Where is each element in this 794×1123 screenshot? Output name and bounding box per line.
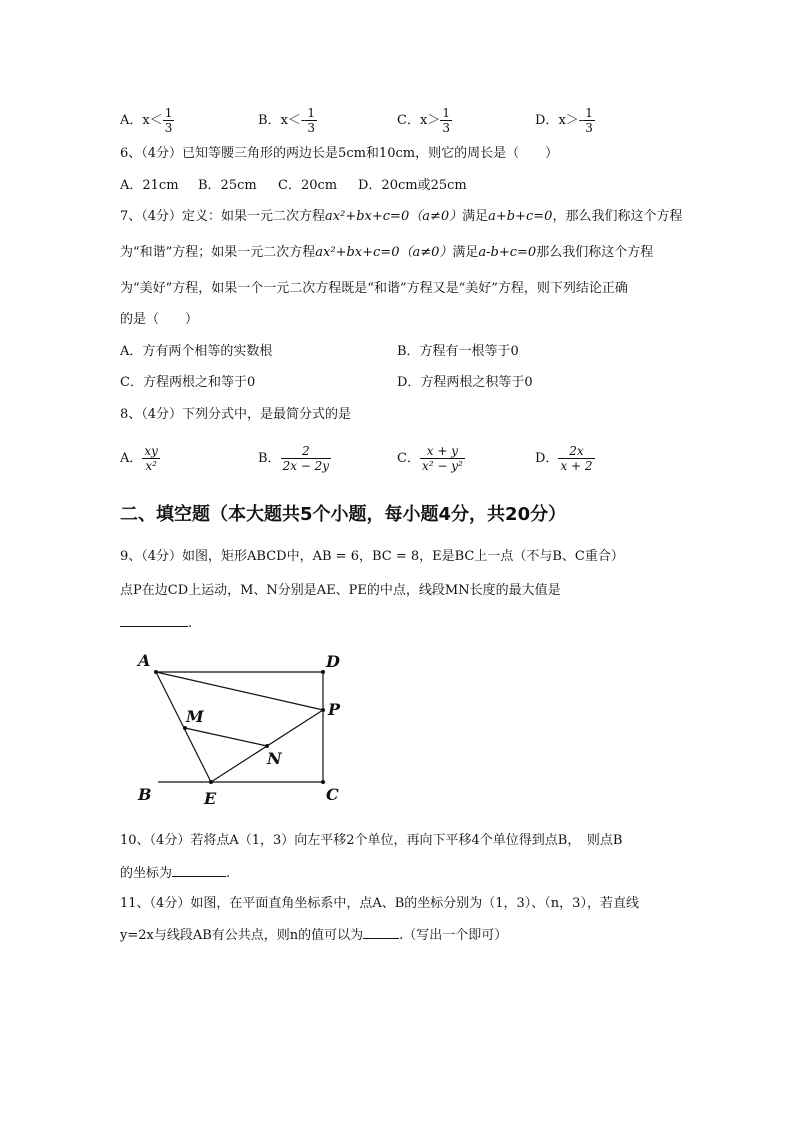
q11-line-1: 11、（4分）如图，在平面直角坐标系中，点A、B的坐标分别为（1，3）、（n，3），若直线 — [120, 896, 639, 911]
q8-stem: 8、（4分）下列分式中，是最简分式的是 — [120, 407, 352, 422]
q5-option-a: A．x＜ $\frac{1}{3}$ — [120, 106, 173, 135]
q6-option-c: C．20cm — [278, 178, 338, 193]
answer-blank[interactable] — [172, 864, 226, 877]
segment-ap — [156, 672, 323, 710]
fraction: $\frac{xy}{\text{x²}}$ — [144, 444, 158, 473]
segment-mn — [185, 728, 267, 746]
q7-line-2: 为“和谐”方程；如果一元二次方程ax²+bx+c=0（a≠0）满足a-b+c=0那么我们称这个方程 — [120, 245, 654, 260]
q9-line-1: 9、（4分）如图，矩形ABCD中，AB = 6，BC = 8，E是BC上一点（不与B、C重合） — [120, 549, 624, 564]
fraction: $\frac{x + y}{\text{x² − y²}}$ — [421, 444, 463, 473]
label-m: M — [186, 707, 204, 726]
q7-option-c: C．方程两根之和等于0 — [120, 375, 256, 390]
q8-option-a: A． $\frac{xy}{\text{x²}}$ — [120, 444, 158, 473]
q10-line-2: 的坐标为 . — [120, 866, 231, 881]
label-p: P — [328, 700, 341, 719]
fraction: $\frac{1}{3}$ — [164, 106, 173, 135]
q7-option-d: D．方程两根之积等于0 — [397, 375, 533, 390]
q5-option-b: B．x＜- $\frac{1}{3}$ — [258, 106, 315, 135]
point-d — [321, 670, 325, 674]
fraction: $\frac{2x}{x + 2}$ — [560, 444, 593, 473]
point-m — [183, 726, 187, 730]
q5-option-d: D．x＞- $\frac{1}{3}$ — [535, 106, 593, 135]
point-e — [209, 780, 213, 784]
point-p — [321, 708, 325, 712]
q6-option-b: B．25cm — [198, 178, 257, 193]
q7-option-a: A．方有两个相等的实数根 — [120, 344, 273, 359]
q9-line-2: 点P在边CD上运动，M、N分别是AE、PE的中点，线段MN长度的最大值是 — [120, 583, 561, 598]
q9-rectangle-figure — [130, 648, 360, 813]
label-d: D — [326, 652, 340, 671]
q7-option-b: B．方程有一根等于0 — [397, 344, 519, 359]
label-n: N — [267, 749, 282, 768]
q11-line-2: y=2x与线段AB有公共点，则n的值可以为 .（写出一个即可） — [120, 928, 508, 943]
q7-line-1: 7、（4分）定义：如果一元二次方程ax²+bx+c=0（a≠0）满足a+b+c=0，那么我们称这个方程 — [120, 209, 683, 224]
q8-option-b: B． $\frac{2}{2x - 2y}$ — [258, 444, 330, 473]
answer-blank[interactable] — [363, 926, 399, 939]
label-b: B — [138, 785, 152, 804]
q8-option-c: C． $\frac{x + y}{\text{x² − y²}}$ — [397, 444, 463, 473]
fraction: $\frac{1}{3}$ — [442, 106, 450, 135]
point-n — [265, 744, 269, 748]
answer-blank[interactable] — [120, 614, 188, 627]
label-a: A — [138, 651, 151, 670]
q7-line-3: 为“美好”方程，如果一个一元二次方程既是“和谐”方程又是“美好”方程，则下列结论正确 — [120, 281, 628, 296]
q7-line-4: 的是（ ） — [120, 312, 199, 327]
q5-option-c: C．x＞ $\frac{1}{3}$ — [397, 106, 450, 135]
q6-option-d: D．20cm或25cm — [358, 178, 467, 193]
label-c: C — [326, 785, 339, 804]
q8-option-d: D． $\frac{2x}{x + 2}$ — [535, 444, 593, 473]
fraction: $\frac{2}{2x - 2y}$ — [282, 444, 330, 473]
point-a — [154, 670, 158, 674]
q10-line-1: 10、（4分）若将点A（1，3）向左平移2个单位，再向下平移4个单位得到点B， 则点B — [120, 833, 623, 848]
q9-line-3: . — [120, 614, 192, 633]
q6-stem: 6、（4分）已知等腰三角形的两边长是5cm和10cm，则它的周长是（ ） — [120, 146, 559, 161]
label-e: E — [204, 789, 217, 808]
fraction: $\frac{1}{3}$ — [307, 106, 315, 135]
point-c — [321, 780, 325, 784]
fraction: $\frac{1}{3}$ — [585, 106, 593, 135]
section-2-heading: 二、填空题（本大题共5个小题，每小题4分，共20分） — [120, 504, 567, 525]
q6-option-a: A．21cm — [120, 178, 179, 193]
